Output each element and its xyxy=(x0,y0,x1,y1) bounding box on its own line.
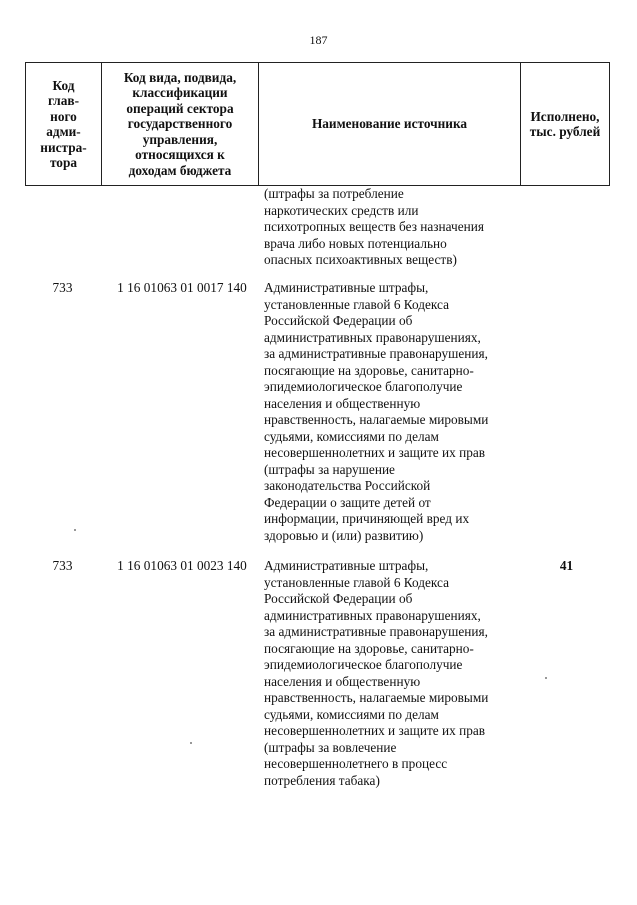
row-source-name: Административные штрафы, установленные главой 6 Кодекса Российской Федерации об административных правонарушениях, за административные правонарушения, посягающие на здоровье, санитарно- эпидемиологическое благополучие населения и общественную нравственность, налагаемые мировыми судьями, комиссиями по делам несовершеннолетних и защите их прав (штрафы за нарушение законодательства Российской Федерации о защите детей от информации, причиняющей вред их здоровью и (или) развитию) xyxy=(264,280,489,543)
row-admin-code: 733 xyxy=(52,558,73,573)
scan-speck xyxy=(545,677,547,679)
row-admin-code: 733 xyxy=(52,280,73,295)
header-source-name: Наименование источника xyxy=(258,63,520,185)
page-number: 187 xyxy=(309,33,328,47)
header-admin-code: Код глав- ного адми- нистра- тора xyxy=(40,77,87,170)
table-header xyxy=(25,62,610,186)
scan-speck xyxy=(190,742,192,744)
header-classification-code: Код вида, подвида, классификации операций сектора государственного управления, относящихся к доходам бюджета xyxy=(101,63,258,185)
row-source-name: Административные штрафы, установленные главой 6 Кодекса Российской Федерации об административных правонарушениях, за административные правонарушения, посягающие на здоровье, санитарно- эпидемиологическое благополучие населения и общественную нравственность, налагаемые мировыми судьями, комиссиями по делам несовершеннолетних и защите их прав (штрафы за вовлечение несовершеннолетнего в процесс потребления табака) xyxy=(264,558,489,788)
row-classification-code: 1 16 01063 01 0017 140 xyxy=(117,280,247,295)
row-classification-code: 1 16 01063 01 0023 140 xyxy=(117,558,247,573)
header-executed: Исполнено, тыс. рублей xyxy=(520,63,609,185)
continuation-source-name: (штрафы за потребление наркотических средств или психотропных веществ без назначения врача либо новых потенциально опасных психоактивных веществ) xyxy=(264,186,484,267)
row-executed: 41 xyxy=(559,558,574,573)
scan-speck xyxy=(74,529,76,531)
